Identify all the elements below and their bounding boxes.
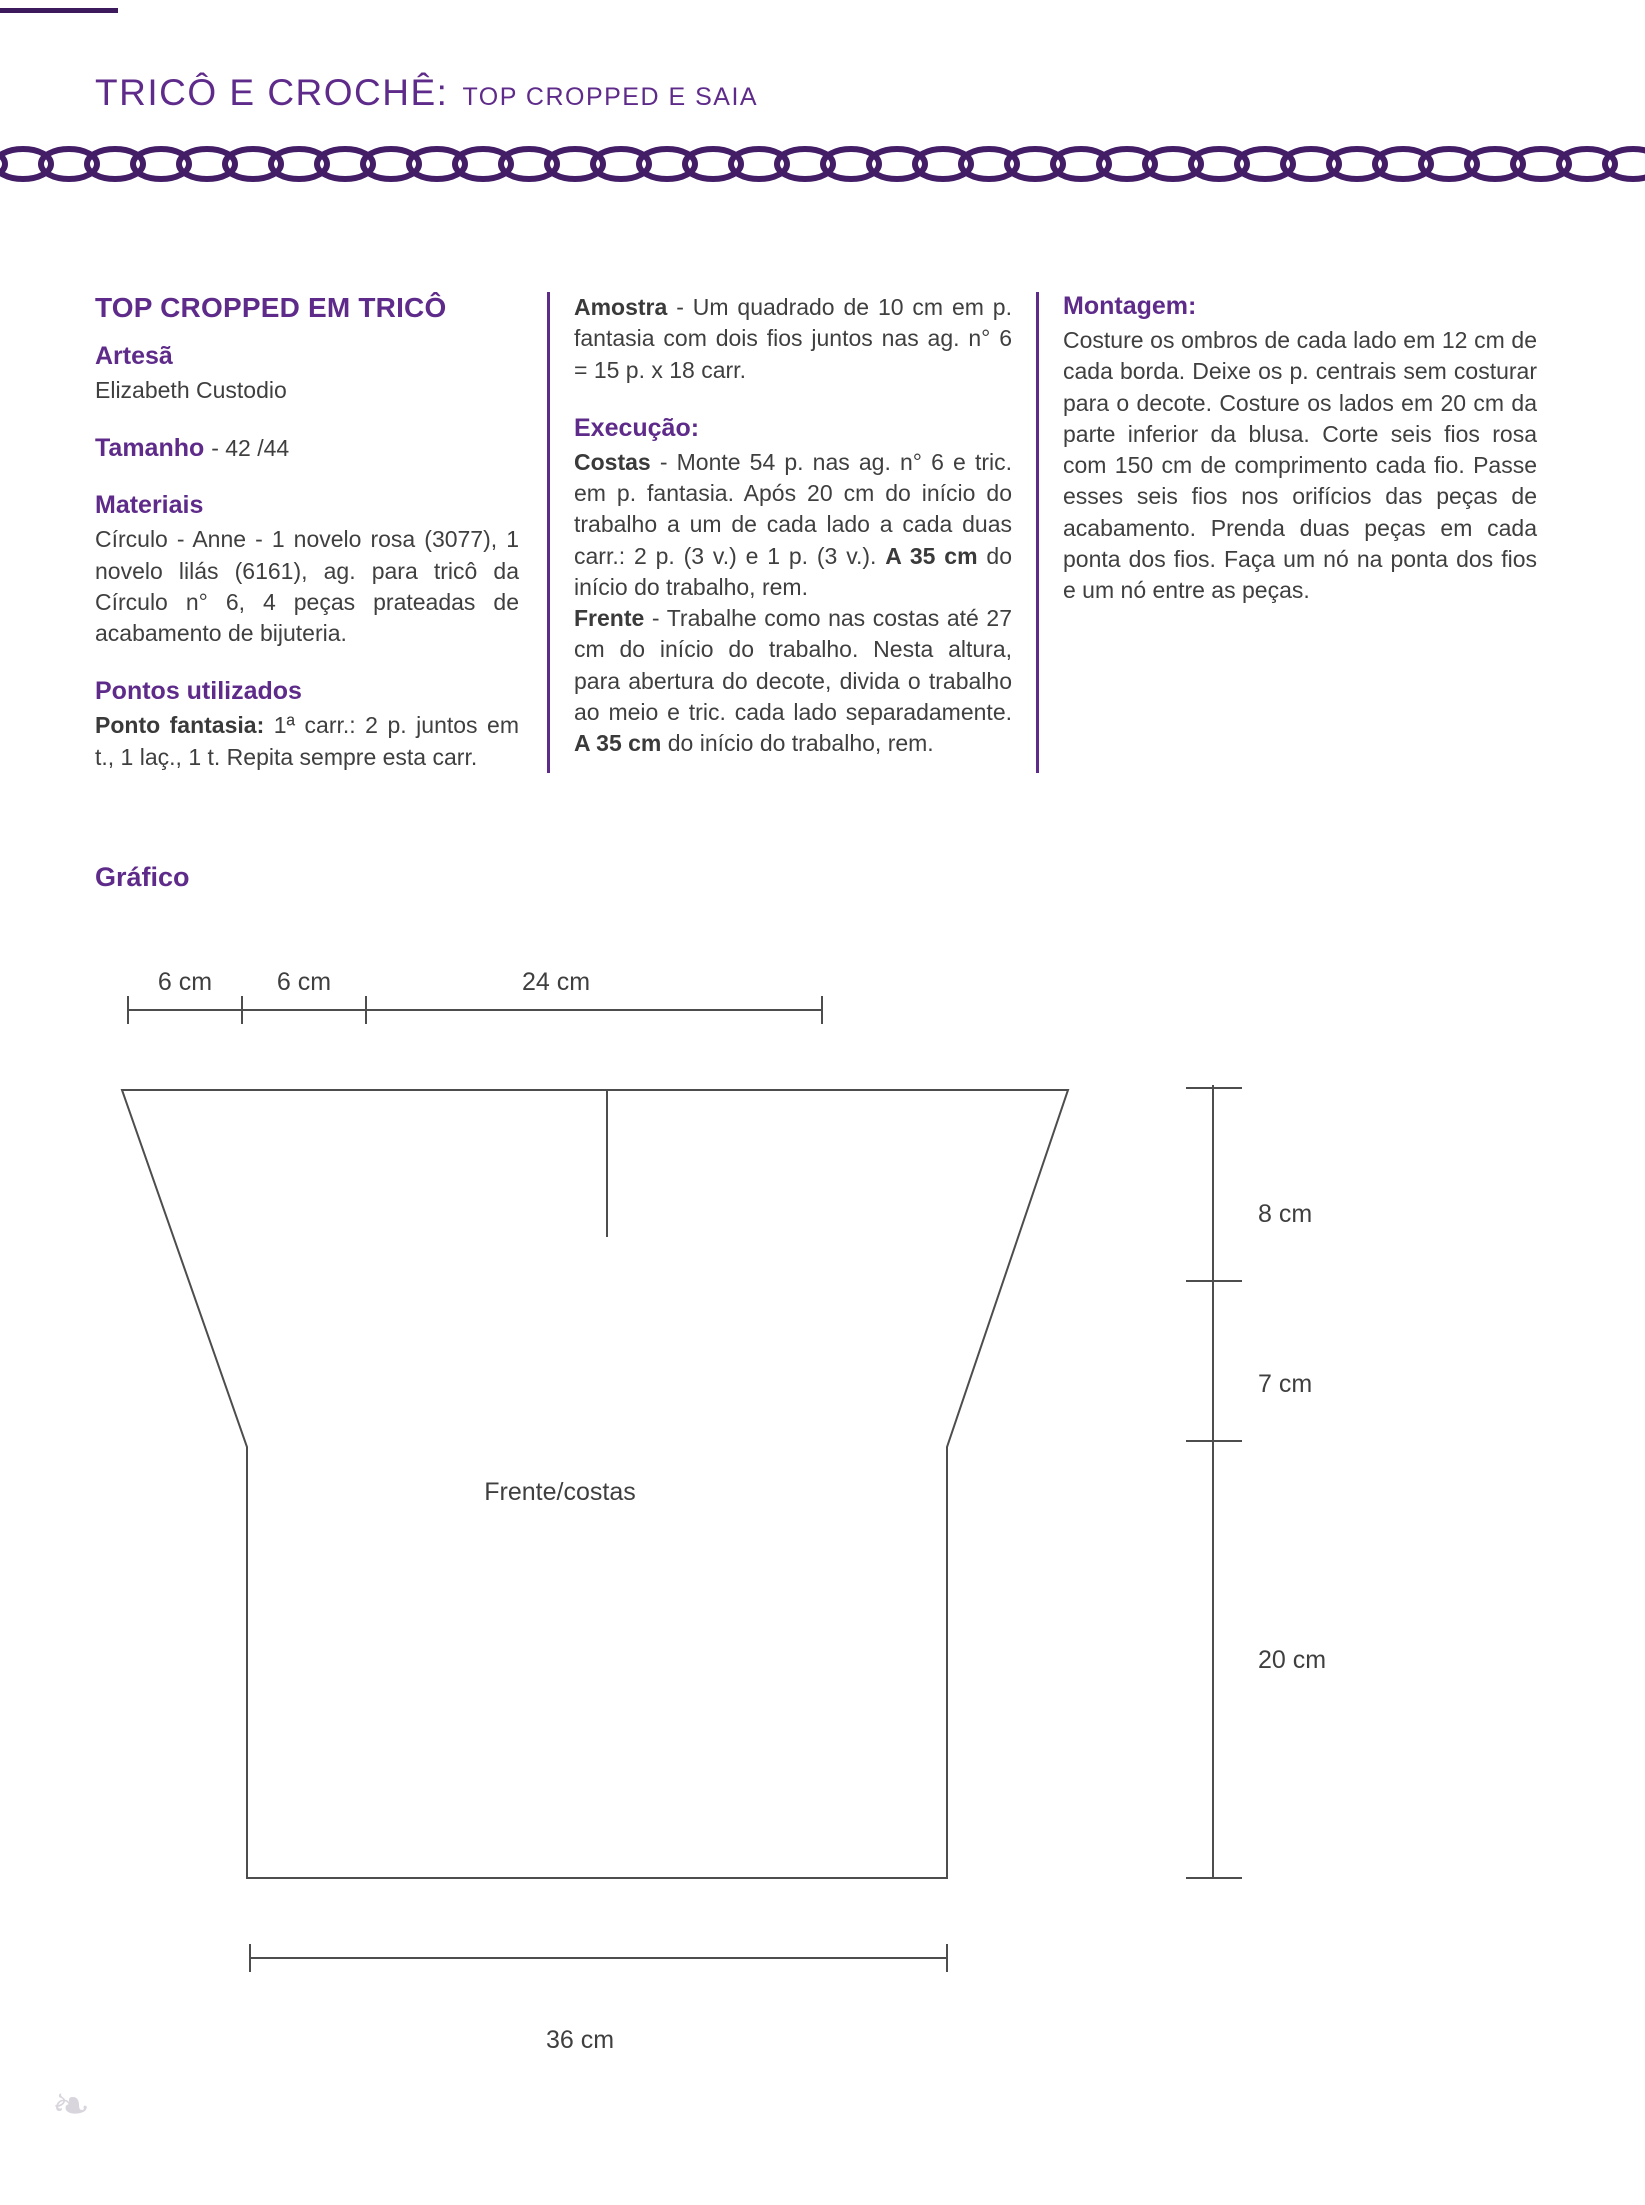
chain-border-ornament [0,138,1645,190]
content-columns [95,292,1537,773]
pattern-title: TOP CROPPED EM TRICÔ [95,292,447,323]
frente-bold: A 35 cm [574,730,662,757]
artesa-heading: Artesã [95,342,173,370]
artesa-name: Elizabeth Custodio [95,377,287,403]
pontos-paragraph [95,710,519,773]
costas-paragraph [574,447,1012,603]
measure-label-right-1: 8 cm [1258,1200,1313,1228]
measure-label-right-2: 7 cm [1258,1370,1313,1398]
frente-lead: Frente [574,605,645,632]
tamanho-label: Tamanho [95,434,205,463]
frente-paragraph [574,603,1012,759]
measure-label-top-3: 24 cm [521,968,591,996]
costas-bold: A 35 cm [885,542,978,569]
measure-label-top-2: 6 cm [276,968,332,996]
costas-text-1: - Monte 54 p. nas ag. n° 6 e tric. em p. fantasia. Após 20 cm do início do trabalho a um de cada lado a cada duas carr.: 2 p. (3 v.) e 1 p. (3 v.). [574,448,1012,569]
materiais-paragraph: Círculo - Anne - 1 novelo rosa (3077), 1 novelo lilás (6161), ag. para tricô da Círculo n° 6, 4 peças prateadas de acabamento de bijuteria. [95,526,519,647]
piece-label: Frente/costas [484,1478,636,1506]
measure-label-top-1: 6 cm [157,968,213,996]
costas-lead: Costas [574,448,651,475]
amostra-lead: Amostra [574,294,668,320]
measure-label-bottom: 36 cm [545,2026,615,2054]
section-subtitle: TOP CROPPED E SAIA [462,83,759,111]
page-header [95,72,758,114]
tamanho-heading [95,434,519,463]
pontos-lead: Ponto fantasia: [95,712,265,739]
section-title: TRICÔ E CROCHÊ: [95,72,449,113]
amostra-text: - Um quadrado de 10 cm em p. fantasia com dois fios juntos nas ag. n° 6 = 15 p. x 18 carr. [574,294,1012,383]
montagem-heading: Montagem: [1063,292,1197,320]
frente-text-2: do início do trabalho, rem. [661,730,934,757]
pontos-heading: Pontos utilizados [95,677,302,706]
grafico-heading: Gráfico [95,862,190,892]
measure-label-right-3: 20 cm [1258,1646,1327,1674]
tamanho-value: - 42 /44 [211,435,290,462]
amostra-paragraph [574,292,1012,386]
costas-text-2: do início do trabalho, rem. [574,542,1012,600]
materiais-heading: Materiais [95,491,204,520]
montagem-paragraph: Costure os ombros de cada lado em 12 cm de cada borda. Deixe os p. centrais sem costurar para o decote. Costure os lados em 20 cm da parte inferior da blusa. Corte seis fios rosa com 150 cm de comprimento cada fio. Passe esses seis fios nos orifícios das peças de acabamento. Prenda duas peças em cada ponta dos fios. Faça um nó na ponta dos fios e um nó entre as peças. [1063,327,1537,604]
column-montagem [1039,292,1537,773]
column-execucao [547,292,1039,773]
page-ornament-icon: ❧ [48,2076,94,2134]
garment-schematic [0,930,1645,2110]
execucao-heading: Execução: [574,413,700,442]
crop-mark [0,8,118,13]
pontos-text: 1ª carr.: 2 p. juntos em t., 1 laç., 1 t. Repita sempre esta carr. [95,712,519,770]
frente-text-1: - Trabalhe como nas costas até 27 cm do início do trabalho. Nesta altura, para abertura do decote, divida o trabalho ao meio e tric. cada lado separadamente. [574,605,1012,725]
column-info [95,292,547,773]
